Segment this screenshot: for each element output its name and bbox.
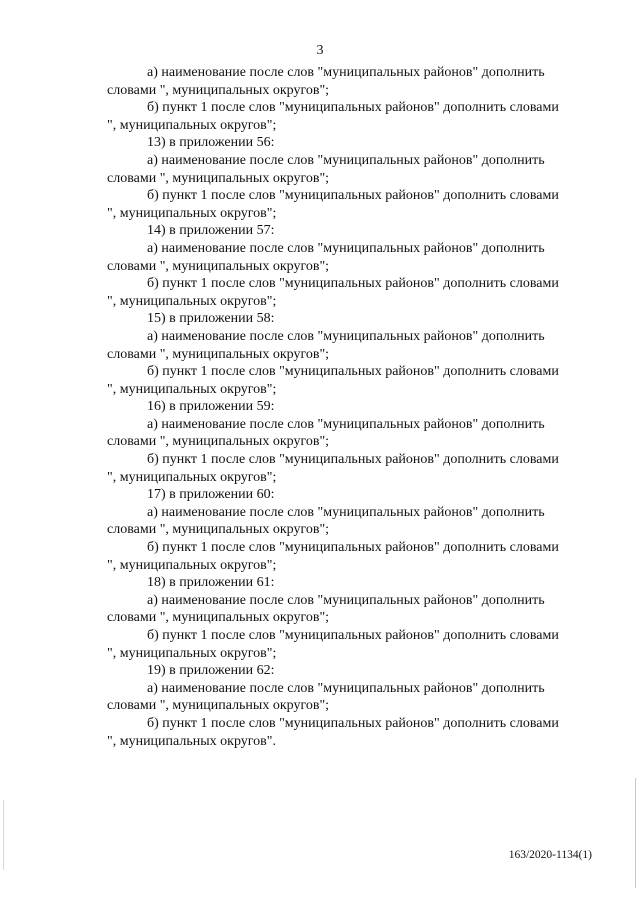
document-line: словами ", муниципальных округов"; (107, 258, 330, 274)
document-line: 14) в приложении 57: (147, 223, 275, 239)
document-line: 17) в приложении 60: (147, 487, 275, 503)
document-line: словами ", муниципальных округов"; (107, 346, 330, 362)
document-line: словами ", муниципальных округов"; (107, 82, 330, 98)
document-line: б) пункт 1 после слов "муниципальных районов" дополнить словами (147, 540, 559, 556)
document-line: ", муниципальных округов". (107, 733, 276, 749)
document-line: а) наименование после слов "муниципальных районов" дополнить (147, 504, 545, 520)
document-line: ", муниципальных округов"; (107, 645, 277, 661)
scan-left-mark (3, 800, 4, 870)
document-line: словами ", муниципальных округов"; (107, 522, 330, 538)
document-line: б) пункт 1 после слов "муниципальных районов" дополнить словами (147, 715, 559, 731)
document-line: а) наименование после слов "муниципальных районов" дополнить (147, 65, 545, 80)
document-line: б) пункт 1 после слов "муниципальных районов" дополнить словами (147, 628, 559, 643)
document-line: б) пункт 1 после слов "муниципальных районов" дополнить словами (147, 364, 559, 380)
document-line: а) наименование после слов "муниципальных районов" дополнить (147, 592, 545, 608)
document-line: а) наименование после слов "муниципальных районов" дополнить (147, 328, 545, 344)
document-line: 19) в приложении 62: (147, 663, 275, 679)
document-line: словами ", муниципальных округов"; (107, 170, 330, 186)
document-line: ", муниципальных округов"; (107, 381, 277, 397)
document-line: словами ", муниципальных округов"; (107, 434, 330, 450)
document-line: а) наименование после слов "муниципальных районов" дополнить (147, 240, 545, 256)
document-line: 13) в приложении 56: (147, 135, 275, 151)
document-line: а) наименование после слов "муниципальных районов" дополнить (147, 680, 545, 696)
document-registration-code: 163/2020-1134(1) (508, 849, 592, 861)
document-line: словами ", муниципальных округов"; (107, 698, 330, 714)
document-body (107, 64, 594, 750)
document-line: а) наименование после слов "муниципальных районов" дополнить (147, 152, 545, 168)
page-number: 3 (316, 43, 324, 58)
document-line: б) пункт 1 после слов "муниципальных районов" дополнить словами (147, 452, 559, 468)
document-line: 16) в приложении 59: (147, 399, 275, 415)
document-line: ", муниципальных округов"; (107, 293, 277, 309)
document-line: б) пункт 1 после слов "муниципальных районов" дополнить словами (147, 188, 559, 204)
document-line: б) пункт 1 после слов "муниципальных районов" дополнить словами (147, 276, 559, 292)
document-line: словами ", муниципальных округов"; (107, 610, 330, 626)
document-line: б) пункт 1 после слов "муниципальных районов" дополнить словами (147, 100, 559, 116)
document-line: ", муниципальных округов"; (107, 205, 277, 221)
document-line: 18) в приложении 61: (147, 575, 275, 591)
document-line: 15) в приложении 58: (147, 311, 275, 327)
scan-edge-mark (635, 778, 636, 888)
document-line: ", муниципальных округов"; (107, 117, 277, 133)
document-line: ", муниципальных округов"; (107, 469, 277, 485)
document-line: ", муниципальных округов"; (107, 557, 277, 573)
document-line: а) наименование после слов "муниципальных районов" дополнить (147, 416, 545, 432)
